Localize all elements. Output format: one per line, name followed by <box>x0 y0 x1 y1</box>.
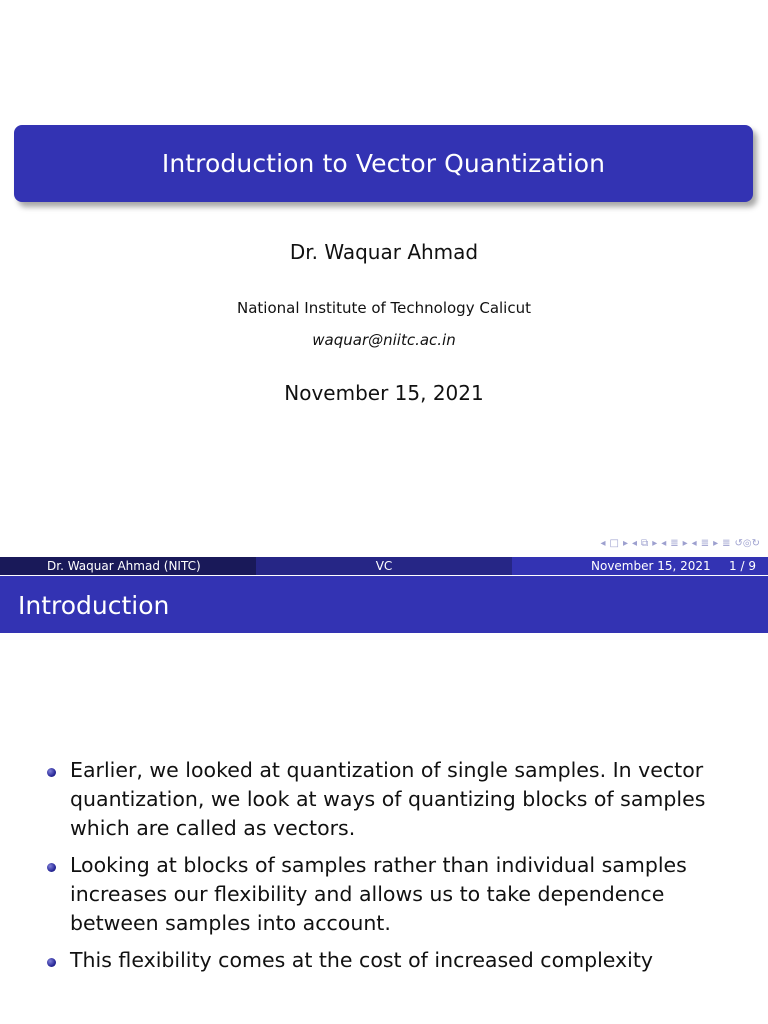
nav-slide-right-icon[interactable]: ▸ <box>622 538 629 549</box>
nav-subsection-icon[interactable]: ≣ <box>670 538 679 549</box>
presentation-title: Introduction to Vector Quantization <box>161 149 606 178</box>
author-email: waquar@niitc.ac.in <box>312 331 456 349</box>
nav-section-right-icon[interactable]: ▸ <box>713 538 719 549</box>
footline-right <box>512 557 768 575</box>
footline <box>0 557 768 575</box>
bullet-icon <box>47 958 56 967</box>
nav-section-icon[interactable]: ≣ <box>700 538 710 549</box>
bullet-text: This flexibility comes at the cost of increased complexity <box>70 948 654 972</box>
bullet-text: Looking at blocks of samples rather than individual samples increases our flexibility and allows us to take dependence between samples into account. <box>70 853 687 935</box>
nav-slide-left-icon[interactable]: ◂ <box>600 538 606 549</box>
footline-title: VC <box>256 557 512 575</box>
footline-author: Dr. Waquar Ahmad (NITC) <box>0 557 256 575</box>
nav-frame-right-icon[interactable]: ▸ <box>652 538 658 549</box>
nav-slide-icon[interactable]: □ <box>609 538 619 549</box>
nav-section-left-icon[interactable]: ◂ <box>691 538 697 549</box>
frame-title: Introduction <box>0 576 768 633</box>
bullet-icon <box>47 863 56 872</box>
list-item <box>44 756 754 843</box>
institute-name: National Institute of Technology Calicut <box>237 299 531 317</box>
author-name: Dr. Waquar Ahmad <box>289 240 479 264</box>
list-item <box>44 946 754 975</box>
nav-subsection-right-icon[interactable]: ▸ <box>682 538 688 549</box>
footline-date: November 15, 2021 <box>591 559 711 573</box>
nav-document-icon[interactable]: ≣ <box>722 538 731 549</box>
bullet-icon <box>47 768 56 777</box>
nav-frame-icon[interactable]: ⧉ <box>641 538 649 549</box>
title-box <box>14 125 753 202</box>
bullet-list <box>44 756 754 983</box>
navigation-symbols <box>601 538 761 549</box>
bullet-text: Earlier, we looked at quantization of single samples. In vector quantization, we look at ways of quantizing blocks of samples which are called as vectors. <box>70 758 706 840</box>
presentation-date: November 15, 2021 <box>284 381 484 405</box>
footline-page-number: 1 / 9 <box>729 559 756 573</box>
nav-subsection-left-icon[interactable]: ◂ <box>661 538 667 549</box>
nav-search-icon[interactable]: ↺◎↻ <box>734 538 760 549</box>
nav-frame-left-icon[interactable]: ◂ <box>632 538 638 549</box>
list-item <box>44 851 754 938</box>
